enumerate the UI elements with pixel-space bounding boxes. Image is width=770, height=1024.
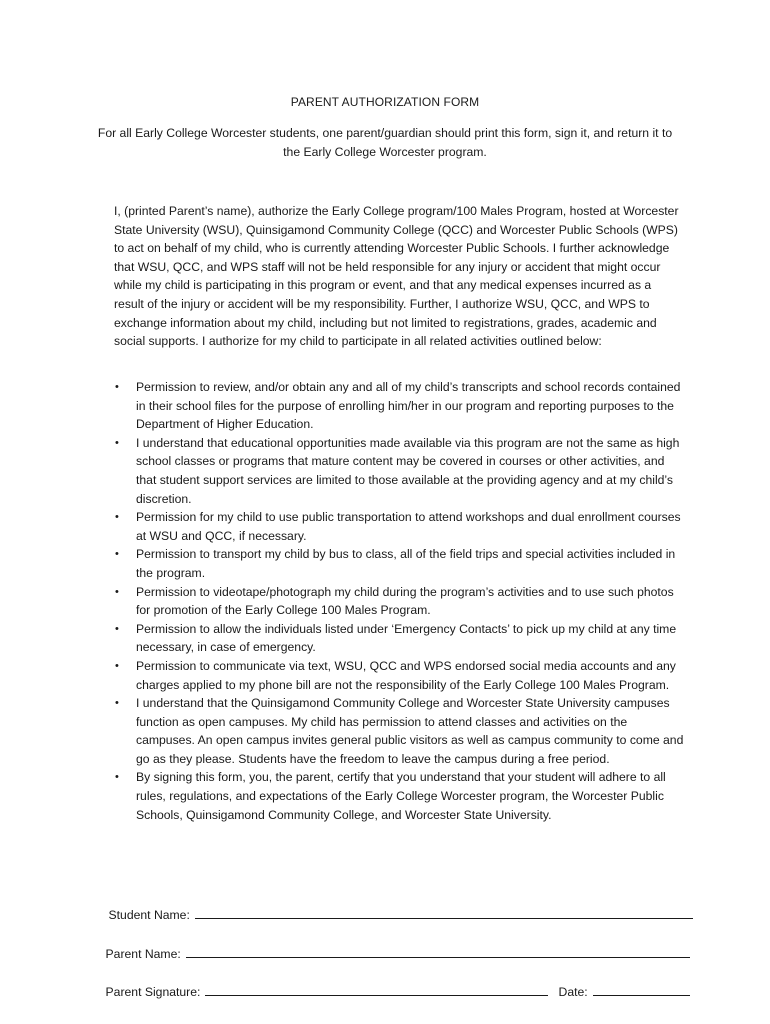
student-name-line[interactable] — [195, 907, 693, 919]
date-label: Date: — [558, 985, 588, 999]
list-item — [114, 434, 686, 508]
bullet-icon: • — [115, 585, 119, 598]
list-item-text: Permission to videotape/photograph my child during the program’s activities and to use such photos for promotion of the Early College 100 Males Program. — [136, 584, 674, 618]
authorization-paragraph: I, (printed Parent’s name), authorize the Early College program/100 Males Program, hosted at Worcester State University (WSU), Quinsigamond Community College (QCC) and Worcester Public Schools (WPS) to act on behalf of my child, who is currently attending Worcester Public Schools. I further acknowledge that WSU, QCC, and WPS staff will not be held responsible for any injury or accident that might occur while my child is participating in this program or event, and that any medical expenses incurred as a result of the injury or accident will be my responsibility. Further, I authorize WSU, QCC, and WPS to exchange information about my child, including but not limited to registrations, grades, academic and social supports. I authorize for my child to participate in all related activities outlined below: — [114, 204, 679, 349]
date-field[interactable] — [545, 970, 690, 1013]
parent-name-line[interactable] — [186, 946, 690, 958]
bullet-icon: • — [115, 381, 119, 393]
permissions-list — [114, 378, 686, 824]
list-item-text: Permission to communicate via text, WSU, QCC and WPS endorsed social media accounts and any charges applied to my phone bill are not the responsibility of the Early College 100 Males Program. — [136, 658, 676, 692]
list-item-text: Permission to transport my child by bus to class, all of the field trips and special activities included in the program. — [136, 547, 676, 580]
bullet-icon: • — [115, 548, 119, 561]
list-item — [114, 657, 686, 694]
bullet-icon: • — [115, 771, 119, 784]
list-item — [114, 545, 686, 582]
list-item-text: Permission to allow the individuals listed under ‘Emergency Contacts’ to pick up my child at any time necessary, in case of emergency. — [136, 621, 677, 655]
bullet-icon: • — [115, 659, 119, 672]
list-item-text: Permission to review, and/or obtain any and all of my child’s transcripts and school records contained in their school files for the purpose of enrolling him/her in our program and reporting purposes to the Department of Higher Education. — [136, 380, 681, 432]
bullet-icon: • — [115, 511, 119, 524]
student-name-label: Student Name: — [108, 908, 190, 922]
list-item — [114, 620, 686, 657]
bullet-icon: • — [115, 697, 119, 710]
list-item-text: I understand that the Quinsigamond Community College and Worcester State University campuses function as open campuses. My child has permission to attend classes and activities on the campuses. An open campus invites general public visitors as well as campus community to come and go as they please. Students have the freedom to leave the campus during a free period. — [136, 696, 684, 766]
parent-signature-line[interactable] — [205, 984, 548, 996]
bullet-icon: • — [115, 622, 119, 635]
parent-signature-label: Parent Signature: — [105, 985, 201, 999]
list-item — [114, 378, 686, 434]
student-name-field[interactable] — [95, 893, 693, 936]
list-item-text: By signing this form, you, the parent, certify that you understand that your student will adhere to all rules, regulations, and expectations of the Early College Worcester program, the Worcester Public Schools, Quinsigamond Community College, and Worcester State University. — [136, 770, 666, 822]
list-item — [114, 508, 686, 545]
list-item-text: I understand that educational opportunities made available via this program are not the same as high school classes or programs that mature content may be covered in courses or other activities, and that student support services are limited to those available at the providing agency and at my child’s discretion. — [136, 435, 680, 506]
list-item — [114, 583, 686, 620]
bullet-icon: • — [115, 436, 119, 449]
list-item-text: Permission for my child to use public transportation to attend workshops and dual enrollment courses at WSU and QCC, if necessary. — [136, 510, 681, 543]
parent-signature-field[interactable] — [92, 970, 548, 1013]
date-line[interactable] — [593, 984, 690, 996]
parent-name-field[interactable] — [92, 932, 690, 975]
list-item — [114, 768, 686, 824]
list-item — [114, 694, 686, 768]
form-title: PARENT AUTHORIZATION FORM — [290, 95, 480, 109]
parent-name-label: Parent Name: — [105, 947, 181, 961]
form-intro: For all Early College Worcester students, one parent/guardian should print this form, sign it, and return it to the Early College Worcester program. — [97, 126, 673, 159]
